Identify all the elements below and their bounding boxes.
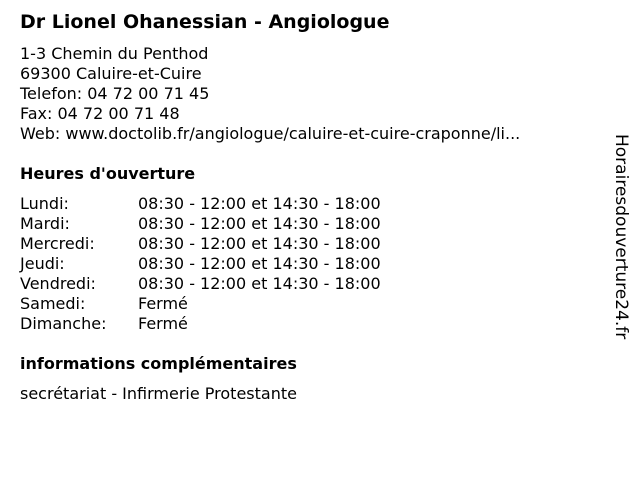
fax-number: Fax: 04 72 00 71 48: [20, 104, 180, 123]
day-label: Mardi:: [20, 214, 70, 233]
time-value: Fermé: [138, 314, 188, 333]
city-address: 69300 Caluire-et-Cuire: [20, 64, 202, 83]
time-value: 08:30 - 12:00 et 14:30 - 18:00: [138, 234, 381, 253]
day-label: Jeudi:: [20, 254, 65, 273]
street-address: 1-3 Chemin du Penthod: [20, 44, 209, 63]
day-label: Dimanche:: [20, 314, 107, 333]
hours-row-tuesday: [20, 214, 381, 234]
hours-row-thursday: [20, 254, 381, 274]
additional-info-text: secrétariat - Infirmerie Protestante: [20, 384, 297, 403]
time-value: 08:30 - 12:00 et 14:30 - 18:00: [138, 274, 381, 293]
hours-row-saturday: [20, 294, 381, 314]
day-label: Vendredi:: [20, 274, 96, 293]
opening-hours-heading: Heures d'ouverture: [20, 164, 196, 183]
time-value: 08:30 - 12:00 et 14:30 - 18:00: [138, 214, 381, 233]
hours-row-friday: [20, 274, 381, 294]
opening-hours-table: [20, 194, 381, 334]
day-label: Mercredi:: [20, 234, 95, 253]
watermark-text: Horairesdouverture24.fr: [611, 134, 631, 340]
watermark: [609, 134, 633, 374]
hours-row-sunday: [20, 314, 381, 334]
time-value: 08:30 - 12:00 et 14:30 - 18:00: [138, 254, 381, 273]
hours-row-wednesday: [20, 234, 381, 254]
day-label: Lundi:: [20, 194, 69, 213]
page-title: Dr Lionel Ohanessian - Angiologue: [20, 11, 390, 33]
phone-number: Telefon: 04 72 00 71 45: [20, 84, 210, 103]
day-label: Samedi:: [20, 294, 86, 313]
website-link: Web: www.doctolib.fr/angiologue/caluire-et-cuire-craponne/li...: [20, 124, 521, 143]
hours-row-monday: [20, 194, 381, 214]
address-block: [20, 44, 520, 144]
time-value: Fermé: [138, 294, 188, 313]
time-value: 08:30 - 12:00 et 14:30 - 18:00: [138, 194, 381, 213]
additional-info-heading: informations complémentaires: [20, 354, 297, 373]
